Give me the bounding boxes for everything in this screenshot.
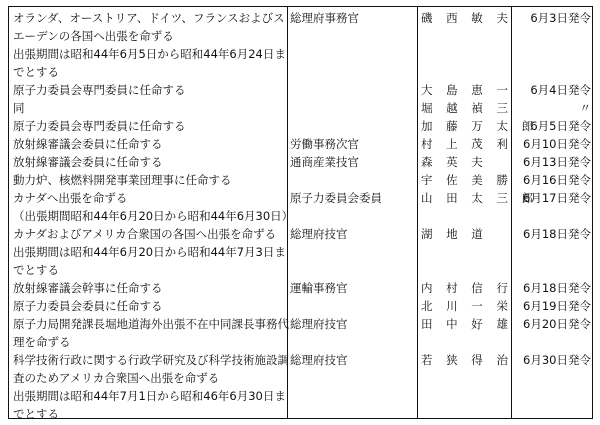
task-cell: オランダ、オーストリア、ドイツ、フランスおよびスエーデンの各国へ出張を命ずる	[13, 11, 285, 43]
table-row	[9, 190, 592, 208]
table-row	[9, 298, 592, 316]
title-cell: 労働事務次官	[290, 137, 359, 151]
date-cell: 6月19日発令	[523, 299, 591, 313]
title-cell: 総理府技官	[290, 317, 348, 331]
task-cell: 原子力委員会専門委員に任命する	[13, 83, 186, 97]
date-cell: 6月5日発令	[530, 119, 591, 133]
table-row	[9, 244, 592, 280]
task-cell: （出張期間昭和44年6月20日から昭和44年6月30日）	[13, 209, 294, 223]
name-cell: 加 藤 万 太 郎	[421, 119, 539, 133]
task-cell: 原子力局開発課長堀地道海外出張不在中同課長事務代理を命ずる	[13, 317, 289, 349]
table-row	[9, 136, 592, 154]
task-cell: 原子力委員会委員に任命する	[13, 299, 163, 313]
date-cell: 〃	[579, 101, 591, 115]
name-cell: 田 中 好 雄	[421, 317, 513, 331]
name-cell: 内 村 信 行	[421, 281, 513, 295]
task-cell: 出張期間は昭和44年6月20日から昭和44年7月3日までとする	[13, 245, 286, 277]
date-cell: 6月17日発令	[523, 191, 591, 205]
table-row	[9, 226, 592, 244]
table-row	[9, 352, 592, 388]
title-cell: 原子力委員会委員	[290, 191, 382, 205]
table-row	[9, 280, 592, 298]
task-cell: カナダおよびアメリカ合衆国の各国へ出張を命ずる	[13, 227, 277, 241]
name-cell: 堀 越 禎 三	[421, 101, 513, 115]
title-cell: 総理府技官	[290, 353, 348, 367]
name-cell: 若 狭 得 治	[421, 353, 513, 367]
table-row	[9, 154, 592, 172]
title-cell: 総理府事務官	[290, 11, 359, 25]
title-cell: 総理府技官	[290, 227, 348, 241]
table-row	[9, 46, 592, 82]
table-row	[9, 172, 592, 190]
date-cell: 6月30日発令	[523, 353, 591, 367]
name-cell: 磯 西 敏 夫	[421, 11, 513, 25]
table-row	[9, 100, 592, 118]
task-cell: 科学技術行政に関する行政学研究及び科学技術施設調査のためアメリカ合衆国へ出張を命ずる	[13, 353, 289, 385]
name-cell: 北 川 一 栄	[421, 299, 513, 313]
task-cell: 放射線審議会幹事に任命する	[13, 281, 163, 295]
table-row	[9, 316, 592, 352]
task-cell: カナダへ出張を命ずる	[13, 191, 128, 205]
table-row	[9, 208, 592, 226]
title-cell: 通商産業技官	[290, 155, 359, 169]
task-cell: 放射線審議会委員に任命する	[13, 155, 163, 169]
date-cell: 6月10日発令	[523, 137, 591, 151]
table-row	[9, 10, 592, 46]
date-cell: 6月4日発令	[530, 83, 591, 97]
name-cell: 村 上 茂 利	[421, 137, 513, 151]
task-cell: 放射線審議会委員に任命する	[13, 137, 163, 151]
date-cell: 6月18日発令	[523, 281, 591, 295]
title-cell: 運輸事務官	[290, 281, 348, 295]
name-cell: 森 英 夫	[421, 155, 488, 169]
task-cell: 同	[13, 101, 25, 115]
date-cell: 6月20日発令	[523, 317, 591, 331]
table-row	[9, 388, 592, 420]
date-cell: 6月3日発令	[530, 11, 591, 25]
table-row	[9, 118, 592, 136]
name-cell: 大 島 恵 一	[421, 83, 513, 97]
personnel-table	[8, 6, 593, 419]
date-cell: 6月13日発令	[523, 155, 591, 169]
task-cell: 原子力委員会専門委員に任命する	[13, 119, 186, 133]
name-cell: 宇 佐 美 勝	[421, 173, 513, 187]
name-cell: 湖 地 道	[421, 227, 488, 241]
task-cell: 出張期間は昭和44年7月1日から昭和46年6月30日までとする	[13, 389, 286, 421]
table-row	[9, 82, 592, 100]
name-cell: 山 田 太 三 郎	[421, 191, 539, 205]
task-cell: 出張期間は昭和44年6月5日から昭和44年6月24日までとする	[13, 47, 286, 79]
task-cell: 動力炉、核燃料開発事業団理事に任命する	[13, 173, 232, 187]
date-cell: 6月16日発令	[523, 173, 591, 187]
date-cell: 6月18日発令	[523, 227, 591, 241]
